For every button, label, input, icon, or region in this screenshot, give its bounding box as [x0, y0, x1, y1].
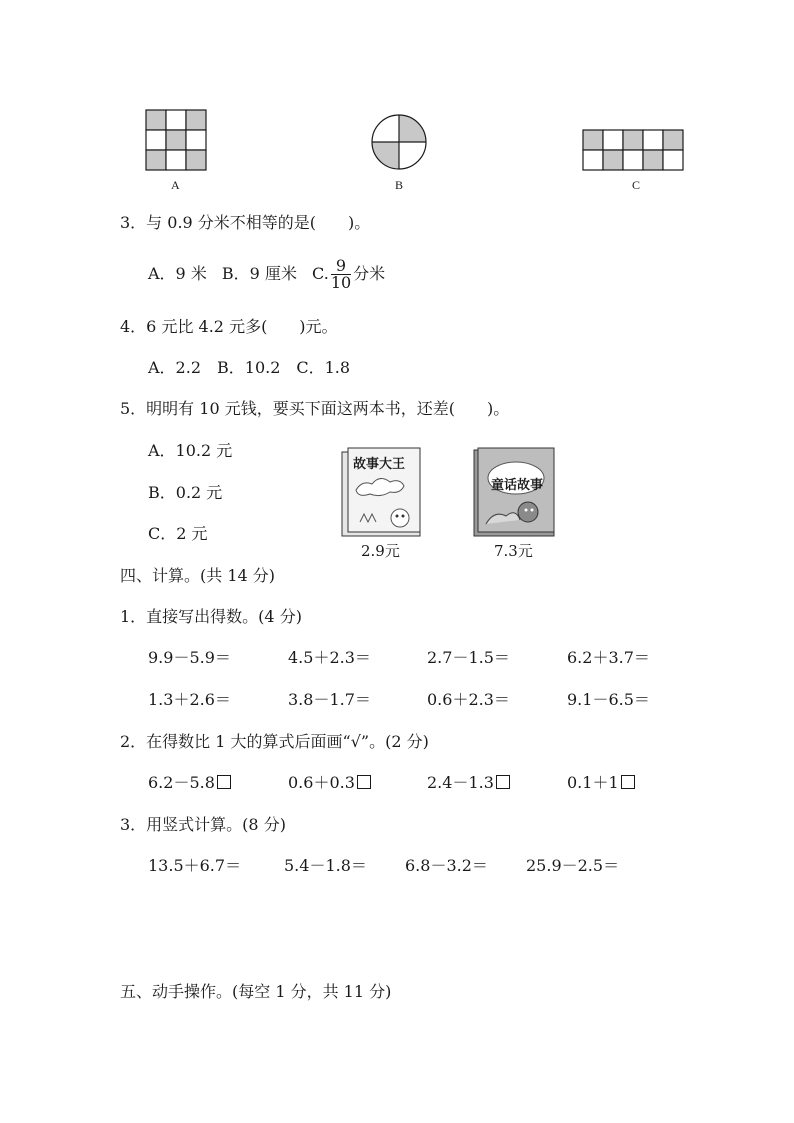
section4-heading: 四、计算。(共 14 分) — [120, 566, 276, 585]
vertical-calc-item: 5.4－1.8＝ — [284, 856, 367, 875]
calc-item: 6.2＋3.7＝ — [567, 648, 650, 667]
figure-a-grid — [145, 109, 207, 171]
vertical-calc-item: 13.5＋6.7＝ — [148, 856, 242, 875]
q5-option-a: A．10.2 元 — [148, 441, 233, 460]
figure-c-label: C — [632, 178, 641, 192]
book1-title: 故事大王 — [353, 457, 406, 472]
fraction-denominator: 10 — [330, 273, 352, 292]
book1-price: 2.9元 — [361, 542, 400, 560]
check-item — [427, 773, 510, 793]
grid-cell-shaded — [146, 150, 166, 170]
figure-c-grid — [582, 129, 686, 171]
check-item-expression: 6.2－5.8 — [148, 773, 215, 792]
check-item — [288, 773, 371, 793]
q3-option-c-suffix: 分米 — [353, 264, 386, 283]
check-item-expression: 0.6＋0.3 — [288, 773, 355, 792]
answer-checkbox[interactable] — [357, 775, 371, 789]
grid-cell — [583, 150, 603, 170]
grid-cell — [166, 150, 186, 170]
grid-cell-shaded — [186, 110, 206, 130]
check-item-expression: 0.1＋1 — [567, 773, 619, 792]
grid-cell-shaded — [603, 150, 623, 170]
grid-cell — [623, 150, 643, 170]
check-item-expression: 2.4－1.3 — [427, 773, 494, 792]
section4-part3-title: 3．用竖式计算。(8 分) — [120, 815, 286, 834]
grid-cell — [186, 130, 206, 150]
q3-stem: 3．与 0.9 分米不相等的是( )。 — [120, 213, 371, 232]
grid-cell-shaded — [583, 130, 603, 150]
q5-option-b: B．0.2 元 — [148, 483, 223, 502]
answer-checkbox[interactable] — [621, 775, 635, 789]
section4-part1-title: 1．直接写出得数。(4 分) — [120, 607, 302, 626]
vertical-calc-item: 6.8－3.2＝ — [405, 856, 488, 875]
calc-item: 9.1－6.5＝ — [567, 690, 650, 709]
grid-cell — [663, 150, 683, 170]
grid-cell — [603, 130, 623, 150]
calc-item: 9.9－5.9＝ — [148, 648, 231, 667]
grid-cell — [146, 130, 166, 150]
q5-stem: 5．明明有 10 元钱，要买下面这两本书，还差( )。 — [120, 399, 510, 418]
q3-options — [148, 258, 385, 291]
grid-cell-shaded — [166, 130, 186, 150]
q3-option-b: B．9 厘米 — [221, 264, 297, 283]
check-item — [148, 773, 231, 793]
section4-part2-title: 2．在得数比 1 大的算式后面画“√”。(2 分) — [120, 732, 429, 751]
q4-stem: 4．6 元比 4.2 元多( )元。 — [120, 317, 338, 336]
q4-options: A．2.2 B．10.2 C．1.8 — [148, 358, 351, 377]
check-item — [567, 773, 635, 793]
q5-option-c: C．2 元 — [148, 524, 208, 543]
calc-item: 0.6＋2.3＝ — [427, 690, 510, 709]
q3-fraction — [331, 258, 351, 291]
grid-cell-shaded — [186, 150, 206, 170]
book2-title: 童话故事 — [491, 478, 544, 493]
answer-checkbox[interactable] — [496, 775, 510, 789]
figure-b-label: B — [395, 178, 404, 192]
figure-b-circle — [370, 113, 428, 171]
calc-item: 2.7－1.5＝ — [427, 648, 510, 667]
q3-option-a: A．9 米 — [148, 264, 207, 283]
grid-cell-shaded — [643, 150, 663, 170]
calc-item: 3.8－1.7＝ — [288, 690, 371, 709]
answer-checkbox[interactable] — [217, 775, 231, 789]
book-fairy-tale-illustration — [472, 446, 558, 540]
grid-cell-shaded — [663, 130, 683, 150]
fraction-numerator: 9 — [331, 258, 351, 275]
figure-a-label: A — [171, 178, 180, 192]
grid-cell — [166, 110, 186, 130]
grid-cell-shaded — [146, 110, 166, 130]
book2-price: 7.3元 — [494, 542, 533, 560]
calc-item: 4.5＋2.3＝ — [288, 648, 371, 667]
grid-cell — [643, 130, 663, 150]
q3-option-c-prefix: C. — [312, 264, 329, 283]
grid-cell-shaded — [623, 130, 643, 150]
vertical-calc-item: 25.9－2.5＝ — [526, 856, 620, 875]
section5-heading: 五、动手操作。(每空 1 分，共 11 分) — [120, 982, 392, 1001]
calc-item: 1.3＋2.6＝ — [148, 690, 231, 709]
